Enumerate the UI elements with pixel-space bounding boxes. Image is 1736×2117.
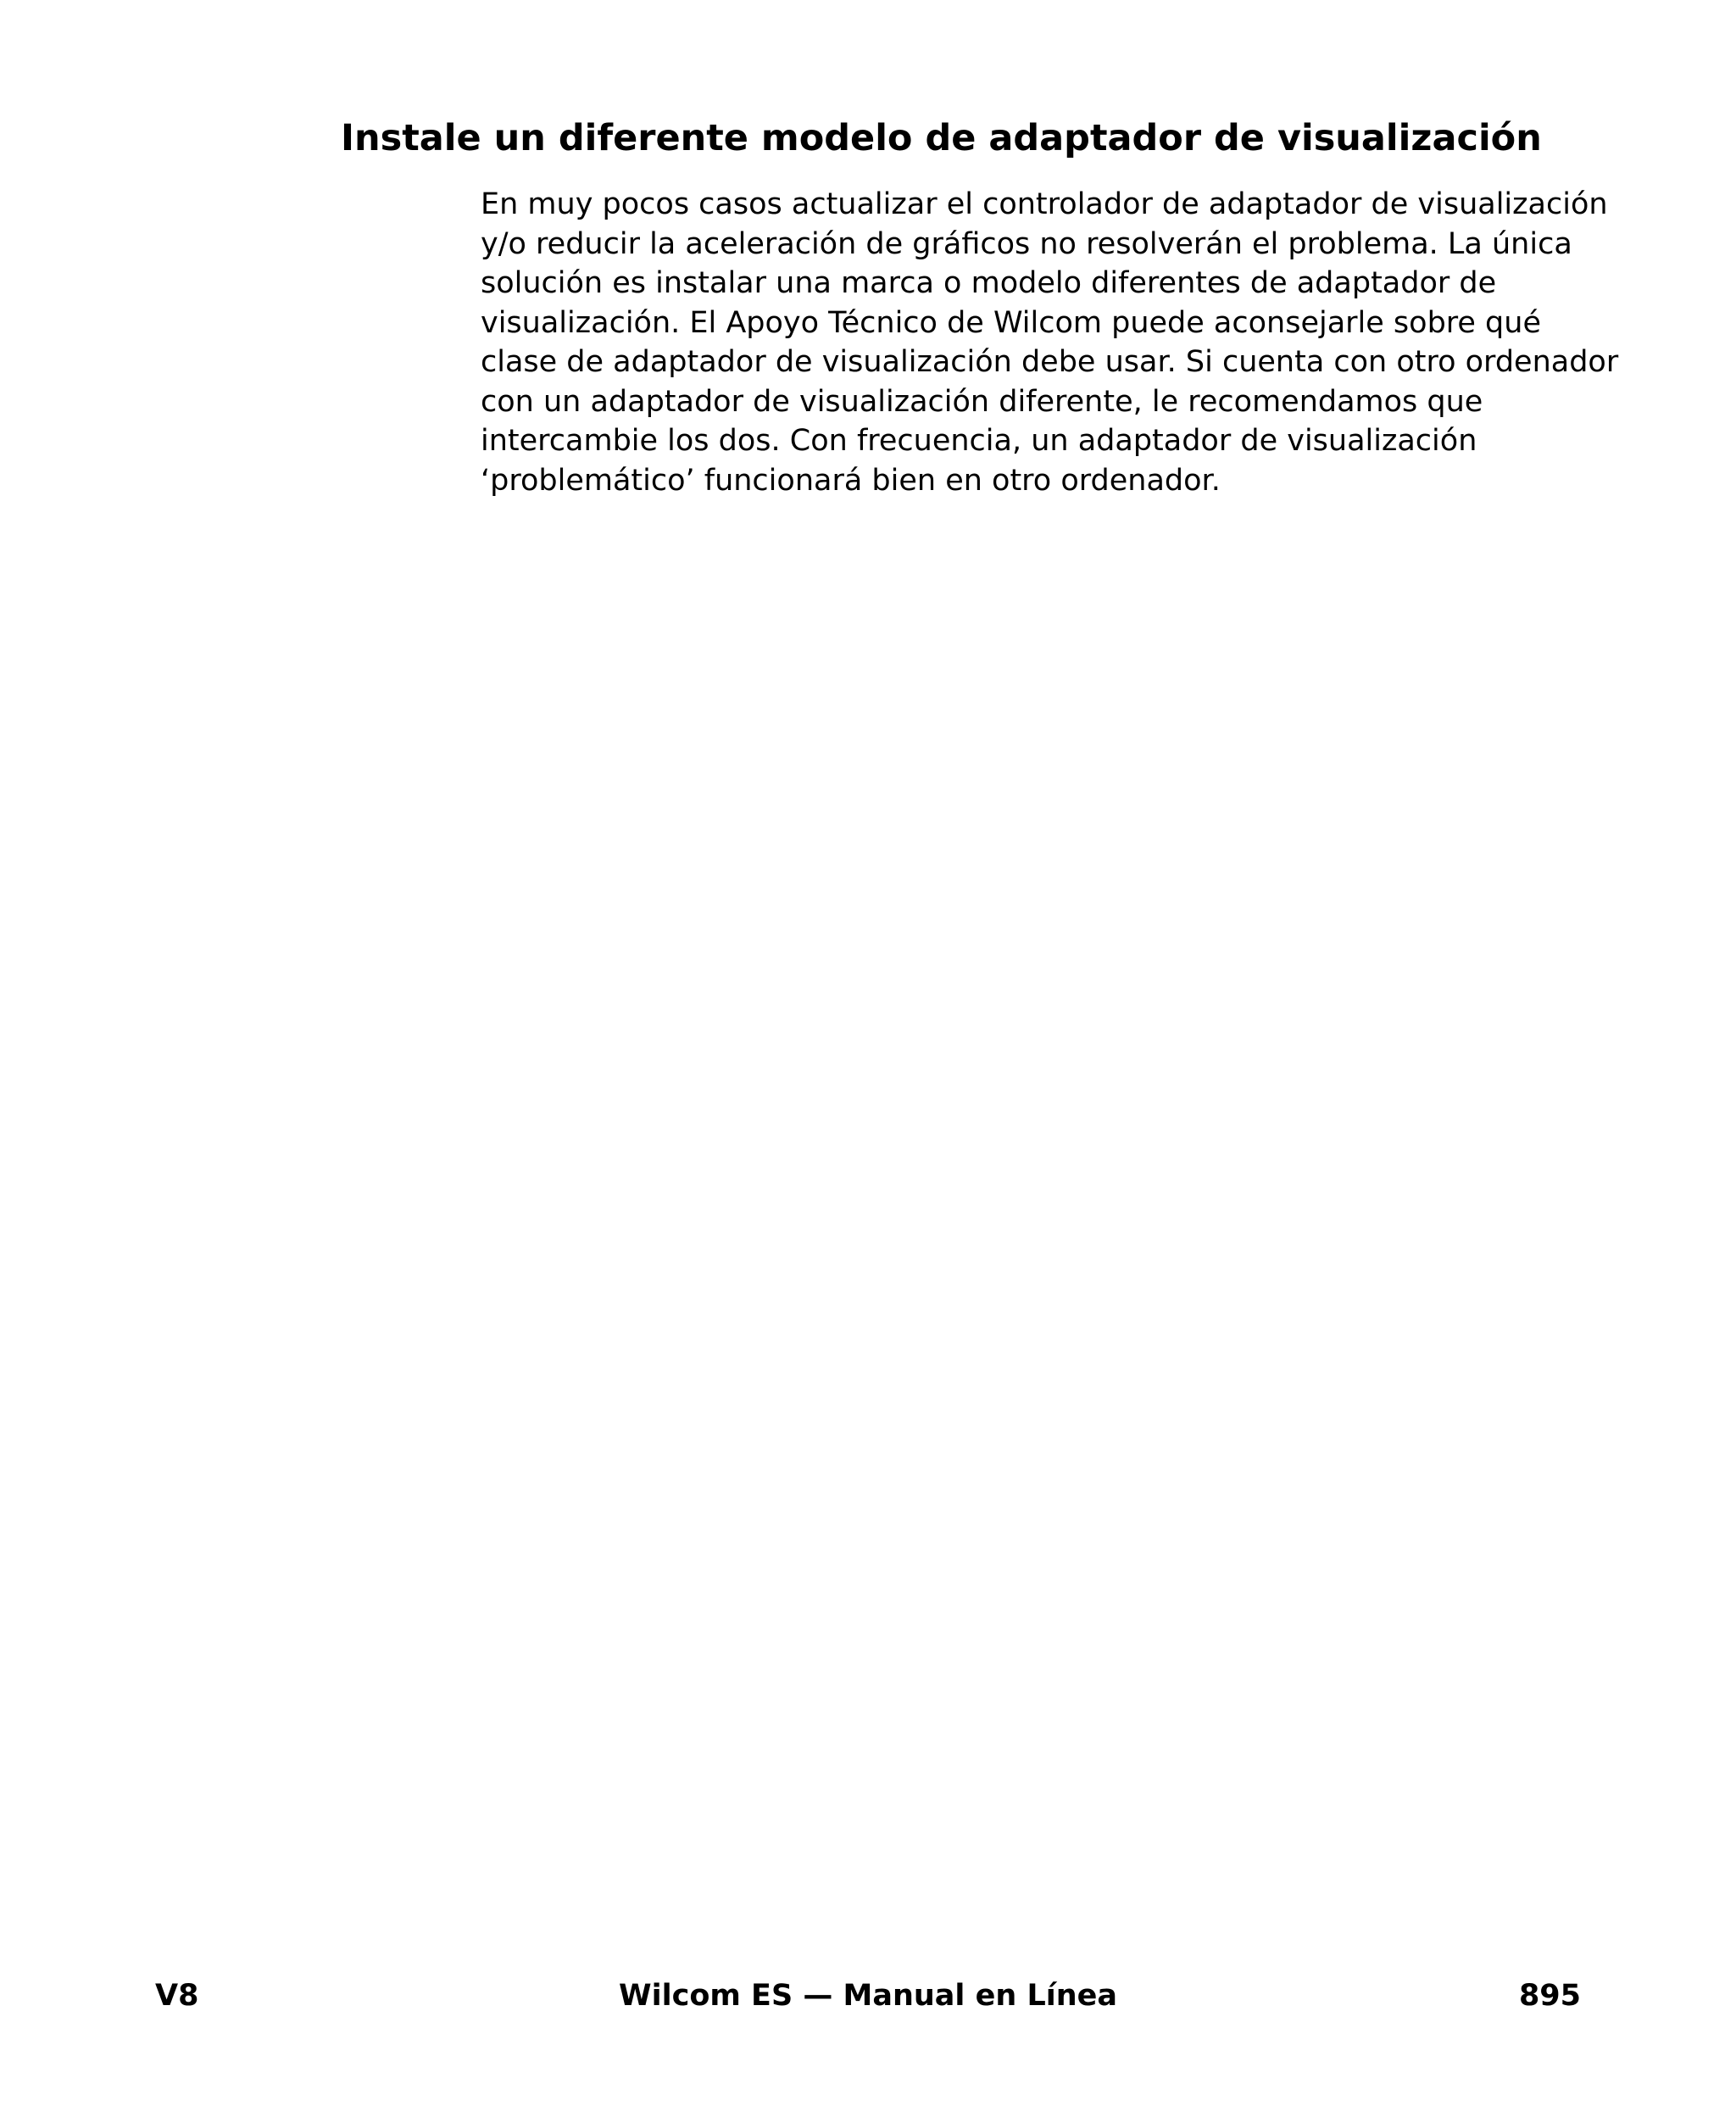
footer-version: V8 <box>155 1979 199 2013</box>
paragraph-line: con un adaptador de visualización diferente, le recomendamos que <box>481 384 1483 419</box>
paragraph-line: solución es instalar una marca o modelo diferentes de adaptador de <box>481 266 1497 300</box>
footer-page-number: 895 <box>1518 1979 1581 2013</box>
footer-title: Wilcom ES — Manual en Línea <box>618 1979 1118 2013</box>
section-heading: Instale un diferente modelo de adaptador de visualización <box>341 117 1542 159</box>
paragraph-line: clase de adaptador de visualización debe usar. Si cuenta con otro ordenador <box>481 345 1619 379</box>
paragraph-line: En muy pocos casos actualizar el controlador de adaptador de visualización <box>481 187 1608 221</box>
paragraph-line: visualización. El Apoyo Técnico de Wilcom puede aconsejarle sobre qué <box>481 305 1541 340</box>
paragraph-line: intercambie los dos. Con frecuencia, un adaptador de visualización <box>481 424 1477 458</box>
section-paragraph <box>481 185 1619 500</box>
paragraph-line: y/o reducir la aceleración de gráficos no resolverán el problema. La única <box>481 226 1572 261</box>
paragraph-line: ‘problemático’ funcionará bien en otro ordenador. <box>481 463 1221 498</box>
